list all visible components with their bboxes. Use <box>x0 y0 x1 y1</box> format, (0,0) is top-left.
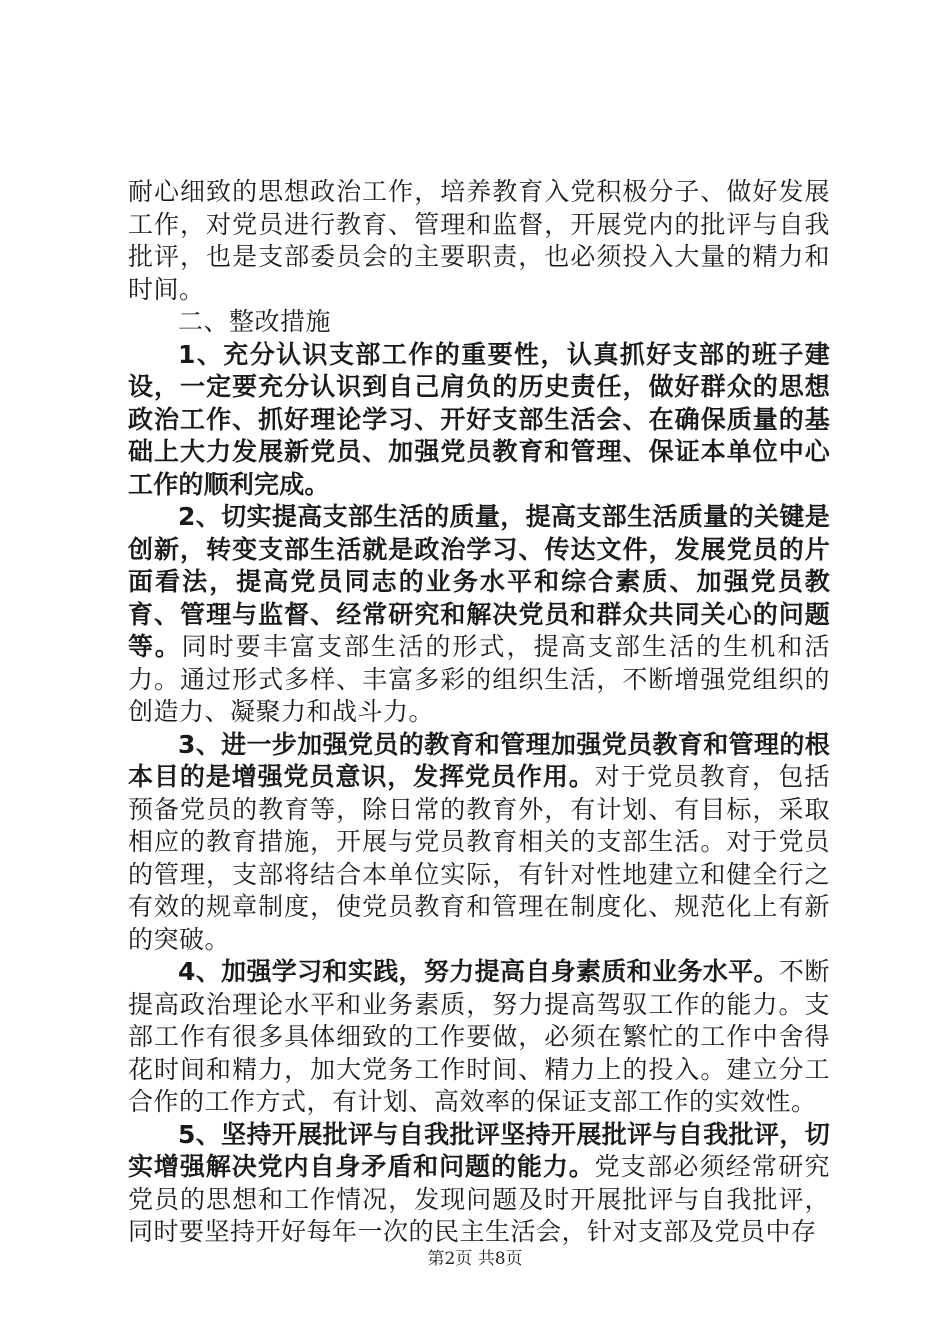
measure-body-text: 党支部必须经常研究党员的思想和工作情况，发现问题及时开展批评与自我批评，同时要坚持开好每年一次的民主生活会，针对支部及党员中存 <box>128 1152 830 1246</box>
measure-paragraph-4 <box>128 956 830 1119</box>
section-heading-text: 二、整改措施 <box>178 307 332 336</box>
measure-paragraph-1 <box>128 339 830 502</box>
measure-lead-text: 2、切实提高支部生活的质量，提高支部生活质量的关键是创新，转变支部生活就是政治学习、传达文件，发展党员的片面看法，提高党员同志的业务水平和综合素质、加强党员教育、管理与监督、经常研究和解决党员和群众共同关心的问题等。 <box>128 502 830 661</box>
measure-paragraph-2 <box>128 501 830 729</box>
document-body <box>128 176 830 1249</box>
page-footer <box>0 1244 950 1269</box>
measure-paragraph-5 <box>128 1119 830 1249</box>
paragraph-text: 耐心细致的思想政治工作，培养教育入党积极分子、做好发展工作，对党员进行教育、管理和监督，开展党内的批评与自我批评，也是支部委员会的主要职责，也必须投入大量的精力和时间。 <box>128 177 830 304</box>
measure-lead-text: 5、坚持开展批评与自我批评坚持开展批评与自我批评，切实增强解决党内自身矛盾和问题的能力。 <box>128 1119 830 1181</box>
measure-body-text: 对于党员教育，包括预备党员的教育等，除日常的教育外，有计划、有目标，采取相应的教育措施，开展与党员教育相关的支部生活。对于党员的管理，支部将结合本单位实际，有针对性地建立和健全行之有效的规章制度，使党员教育和管理在制度化、规范化上有新的突破。 <box>128 762 830 954</box>
measure-paragraph-3 <box>128 729 830 957</box>
measure-lead-text: 1、充分认识支部工作的重要性，认真抓好支部的班子建设，一定要充分认识到自己肩负的历史责任，做好群众的思想政治工作、抓好理论学习、开好支部生活会、在确保质量的基础上大力发展新党员、加强党员教育和管理、保证本单位中心工作的顺利完成。 <box>128 339 830 499</box>
page-number-label: 第2页 共8页 <box>427 1249 523 1269</box>
measure-body-text: 同时要丰富支部生活的形式，提高支部生活的生机和活力。通过形式多样、丰富多彩的组织生活，不断增强党组织的创造力、凝聚力和战斗力。 <box>128 632 830 726</box>
paragraph-continuation <box>128 176 830 306</box>
section-heading <box>128 306 830 339</box>
measure-lead-text: 4、加强学习和实践，努力提高自身素质和业务水平。 <box>178 957 779 986</box>
measure-lead-text: 3、进一步加强党员的教育和管理加强党员教育和管理的根本目的是增强党员意识，发挥党员作用。 <box>128 729 830 791</box>
measure-body-text: 不断提高政治理论水平和业务素质，努力提高驾驭工作的能力。支部工作有很多具体细致的工作要做，必须在繁忙的工作中舍得花时间和精力，加大党务工作时间、精力上的投入。建立分工合作的工作方式，有计划、高效率的保证支部工作的实效性。 <box>128 957 830 1116</box>
